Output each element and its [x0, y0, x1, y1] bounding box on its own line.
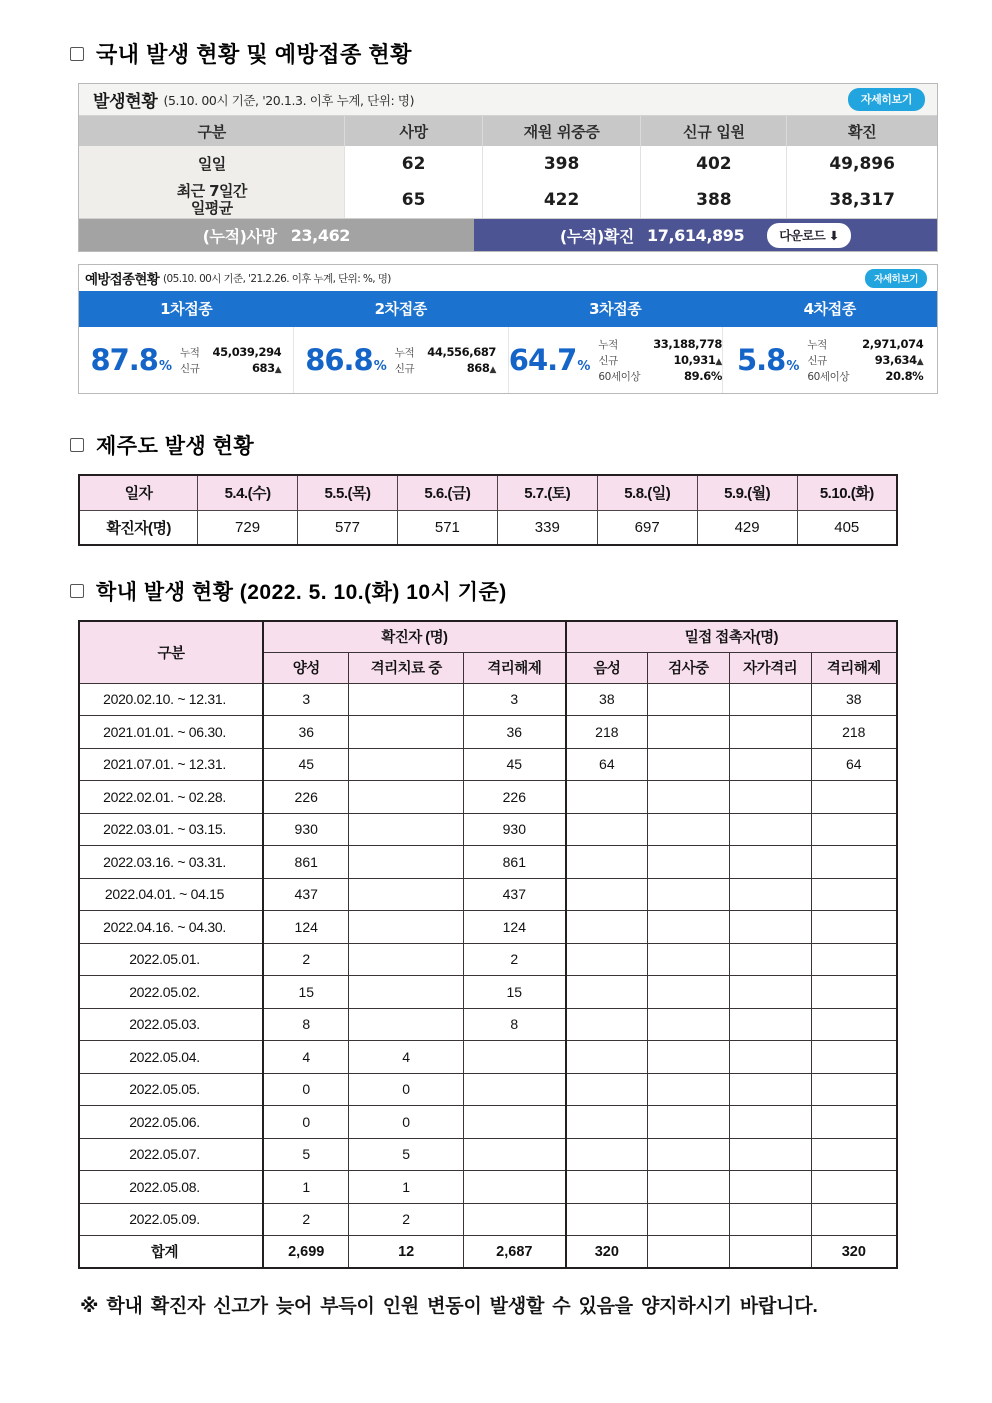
school-cell-positive: 3	[263, 683, 349, 716]
vaccination-status-card	[78, 264, 938, 394]
dose-3-new-key: 신규	[598, 354, 618, 367]
cumulative-death-block	[79, 219, 474, 251]
checkbox-bullet-icon	[70, 47, 84, 61]
school-cell-self-isolation	[729, 813, 811, 846]
jeju-value-2: 571	[397, 510, 497, 545]
school-table-body	[79, 683, 897, 1268]
school-row-label: 2022.05.05.	[79, 1073, 263, 1106]
school-cell-released	[463, 1106, 565, 1139]
school-row-label: 2022.05.03.	[79, 1008, 263, 1041]
school-cell-contact-released	[811, 1106, 897, 1139]
school-cell-self-isolation	[729, 1106, 811, 1139]
dose-2-metrics	[395, 345, 496, 376]
jeju-value-3: 339	[497, 510, 597, 545]
school-group-contact: 밀접 접촉자(명)	[566, 621, 897, 652]
school-cell-testing	[647, 1203, 729, 1236]
outbreak-row-label-daily: 일일	[79, 146, 345, 182]
section-heading-domestic	[70, 38, 930, 69]
school-cell-positive: 0	[263, 1106, 349, 1139]
outbreak-col-confirmed: 확진	[787, 116, 937, 146]
school-row-label: 2022.05.06.	[79, 1106, 263, 1139]
checkbox-bullet-icon	[70, 438, 84, 452]
school-row-label: 2022.05.07.	[79, 1138, 263, 1171]
school-cell-in-treatment	[349, 683, 464, 716]
dose-1-cumulative-key: 누적	[180, 346, 200, 359]
school-cell-positive: 45	[263, 748, 349, 781]
school-cell-released	[463, 1203, 565, 1236]
outbreak-daily-confirmed: 49,896	[787, 146, 937, 182]
school-cell-positive: 15	[263, 976, 349, 1009]
section-heading-school	[70, 576, 930, 606]
school-row-label: 2022.05.09.	[79, 1203, 263, 1236]
table-row	[79, 943, 897, 976]
school-cell-released: 15	[463, 976, 565, 1009]
school-cell-negative	[566, 976, 648, 1009]
school-cell-released: 437	[463, 878, 565, 911]
school-cell-contact-released: 64	[811, 748, 897, 781]
outbreak-weekly-confirmed: 38,317	[787, 182, 937, 218]
school-cell-positive: 5	[263, 1138, 349, 1171]
school-cell-self-isolation	[729, 1041, 811, 1074]
school-total-row	[79, 1236, 897, 1269]
school-cell-contact-released	[811, 911, 897, 944]
school-col-positive: 양성	[263, 652, 349, 683]
school-cell-released: 3	[463, 683, 565, 716]
school-cell-testing	[647, 878, 729, 911]
school-col-self-isolation: 자가격리	[729, 652, 811, 683]
school-cell-negative	[566, 1073, 648, 1106]
dose-4-metrics	[807, 337, 923, 384]
school-cell-positive: 861	[263, 846, 349, 879]
section-heading-jeju-label: 제주도 발생 현황	[96, 435, 255, 458]
outbreak-col-category: 구분	[79, 116, 345, 146]
outbreak-weekly-admitted: 388	[641, 182, 787, 218]
dose-1-percent: 87.8%	[90, 342, 172, 377]
cumulative-confirmed-block	[474, 219, 937, 251]
dose-4-new-key: 신규	[807, 354, 827, 367]
table-row	[79, 846, 897, 879]
table-row	[79, 878, 897, 911]
school-cell-released	[463, 1041, 565, 1074]
school-cell-self-isolation	[729, 943, 811, 976]
dose-4-elderly-value: 20.8%	[885, 368, 924, 383]
school-cell-in-treatment	[349, 1008, 464, 1041]
outbreak-card-subtitle: (5.10. 00시 기준, '20.1.3. 이후 누계, 단위: 명)	[163, 92, 415, 108]
school-row-label: 2022.04.16. ~ 04.30.	[79, 911, 263, 944]
outbreak-row-label-weekly-line1: 최근 7일간	[176, 182, 247, 201]
school-cell-negative	[566, 1171, 648, 1204]
school-col-contact-released: 격리해제	[811, 652, 897, 683]
table-row	[79, 1041, 897, 1074]
table-row	[79, 1073, 897, 1106]
school-col-negative: 음성	[566, 652, 648, 683]
school-cell-testing	[647, 716, 729, 749]
school-cell-self-isolation	[729, 748, 811, 781]
cumulative-confirmed-value: 17,614,895	[646, 225, 745, 245]
vaccination-dose-1-cell	[79, 327, 294, 393]
school-cell-positive: 2	[263, 1203, 349, 1236]
school-cell-contact-released	[811, 846, 897, 879]
table-row	[79, 911, 897, 944]
school-cell-in-treatment	[349, 943, 464, 976]
school-cell-positive: 1	[263, 1171, 349, 1204]
school-cell-self-isolation	[729, 716, 811, 749]
jeju-value-4: 697	[597, 510, 697, 545]
school-cell-released: 45	[463, 748, 565, 781]
school-cell-negative: 320	[566, 1236, 648, 1269]
jeju-row-label: 확진자(명)	[79, 510, 198, 545]
dose-2-new-key: 신규	[394, 362, 415, 375]
school-cell-contact-released: 320	[811, 1236, 897, 1269]
outbreak-weekly-severe: 422	[482, 182, 641, 218]
school-cell-testing	[647, 1041, 729, 1074]
dose-4-cumulative-key: 누적	[807, 338, 827, 351]
school-cell-positive: 124	[263, 911, 349, 944]
school-cell-in-treatment: 1	[349, 1171, 464, 1204]
dose-3-cumulative-value: 33,188,778	[653, 336, 722, 351]
vaccination-dose-2-cell	[294, 327, 509, 393]
vaccination-card-header	[79, 265, 937, 291]
school-cell-positive: 2,699	[263, 1236, 349, 1269]
school-cell-released: 930	[463, 813, 565, 846]
dose-2-percent: 86.8%	[305, 342, 386, 377]
outbreak-status-card	[78, 83, 938, 252]
school-col-category: 구분	[79, 621, 263, 683]
school-cell-positive: 437	[263, 878, 349, 911]
school-row-label: 2022.04.01. ~ 04.15	[79, 878, 263, 911]
section-heading-domestic-label: 국내 발생 현황 및 예방접종 현황	[96, 42, 412, 67]
school-cell-testing	[647, 1236, 729, 1269]
table-row	[79, 510, 897, 545]
tab-dose-2[interactable]: 2차접종	[374, 300, 427, 318]
jeju-value-0: 729	[198, 510, 298, 545]
dose-2-cumulative-key: 누적	[394, 346, 415, 359]
school-cell-self-isolation	[729, 1203, 811, 1236]
school-status-table	[78, 620, 898, 1269]
school-cell-negative: 218	[566, 716, 648, 749]
school-cell-contact-released	[811, 1008, 897, 1041]
jeju-value-5: 429	[697, 510, 797, 545]
tab-dose-4[interactable]: 4차접종	[803, 300, 856, 318]
download-button[interactable]: 다운로드 ⬇	[767, 223, 851, 248]
school-row-label: 2021.07.01. ~ 12.31.	[79, 748, 263, 781]
jeju-col-date-3: 5.7.(토)	[497, 475, 597, 510]
table-row	[79, 683, 897, 716]
dose-3-elderly-key: 60세이상	[598, 370, 641, 383]
school-col-in-treatment: 격리치료 중	[349, 652, 464, 683]
cumulative-death-value: 23,462	[290, 225, 351, 245]
outbreak-col-severe: 재원 위중증	[482, 116, 641, 146]
school-cell-in-treatment: 5	[349, 1138, 464, 1171]
table-row	[79, 1203, 897, 1236]
school-cell-self-isolation	[729, 1236, 811, 1269]
school-cell-self-isolation	[729, 1171, 811, 1204]
school-row-label: 2022.05.01.	[79, 943, 263, 976]
table-row	[79, 781, 897, 814]
school-row-label: 2022.05.02.	[79, 976, 263, 1009]
school-cell-positive: 930	[263, 813, 349, 846]
school-cell-contact-released: 38	[811, 683, 897, 716]
school-row-label: 2020.02.10. ~ 12.31.	[79, 683, 263, 716]
dose-3-elderly-value: 89.6%	[684, 368, 722, 383]
vaccination-card-subtitle: (05.10. 00시 기준, '21.2.26. 이후 누계, 단위: %, 명)	[163, 272, 391, 285]
school-cell-released	[463, 1138, 565, 1171]
school-cell-negative	[566, 911, 648, 944]
school-cell-contact-released	[811, 943, 897, 976]
table-row	[79, 1106, 897, 1139]
jeju-status-table	[78, 474, 898, 546]
school-cell-negative	[566, 846, 648, 879]
school-cell-self-isolation	[729, 1073, 811, 1106]
school-cell-released: 226	[463, 781, 565, 814]
school-cell-contact-released	[811, 878, 897, 911]
jeju-header-row	[79, 475, 897, 510]
school-cell-negative: 64	[566, 748, 648, 781]
school-cell-in-treatment	[349, 846, 464, 879]
school-cell-positive: 36	[263, 716, 349, 749]
school-cell-positive: 2	[263, 943, 349, 976]
school-cell-negative	[566, 813, 648, 846]
school-cell-testing	[647, 846, 729, 879]
school-cell-in-treatment: 2	[349, 1203, 464, 1236]
cumulative-bar	[79, 218, 937, 251]
school-cell-in-treatment	[349, 878, 464, 911]
vaccination-dose-3-cell	[509, 327, 724, 393]
school-col-released: 격리해제	[463, 652, 565, 683]
school-cell-negative	[566, 1106, 648, 1139]
school-cell-testing	[647, 1073, 729, 1106]
school-cell-testing	[647, 1106, 729, 1139]
school-cell-in-treatment	[349, 813, 464, 846]
dose-3-cumulative-key: 누적	[598, 338, 618, 351]
school-cell-self-isolation	[729, 878, 811, 911]
school-cell-negative: 38	[566, 683, 648, 716]
school-cell-in-treatment: 0	[349, 1106, 464, 1139]
school-cell-self-isolation	[729, 976, 811, 1009]
school-cell-in-treatment	[349, 781, 464, 814]
school-cell-released: 861	[463, 846, 565, 879]
school-cell-contact-released	[811, 1171, 897, 1204]
footnote-text: ※ 학내 확진자 신고가 늦어 부득이 인원 변동이 발생할 수 있음을 양지하시기 바랍니다.	[80, 1296, 818, 1317]
school-cell-contact-released	[811, 1203, 897, 1236]
cumulative-confirmed-label: (누적)확진	[559, 226, 634, 246]
dose-4-new-value: 93,634▲	[874, 352, 924, 367]
outbreak-card-title: 발생현황	[93, 92, 158, 112]
vaccination-dose-tabs	[79, 291, 937, 327]
school-cell-released: 8	[463, 1008, 565, 1041]
school-cell-testing	[647, 911, 729, 944]
school-cell-contact-released	[811, 813, 897, 846]
outbreak-col-death: 사망	[345, 116, 482, 146]
dose-3-percent: 64.7%	[508, 342, 590, 377]
dose-3-new-value: 10,931▲	[673, 352, 722, 367]
school-cell-released	[463, 1073, 565, 1106]
school-cell-contact-released	[811, 1073, 897, 1106]
section-heading-school-label: 학내 발생 현황 (2022. 5. 10.(화) 10시 기준)	[96, 581, 507, 604]
school-row-label: 2022.03.01. ~ 03.15.	[79, 813, 263, 846]
school-cell-contact-released	[811, 1138, 897, 1171]
vaccination-values-row	[79, 327, 937, 393]
school-cell-contact-released	[811, 976, 897, 1009]
dose-1-new-value: 683▲	[251, 360, 282, 375]
school-cell-contact-released	[811, 1041, 897, 1074]
jeju-col-date-6: 5.10.(화)	[797, 475, 897, 510]
dose-2-cumulative-value: 44,556,687	[427, 344, 497, 359]
school-cell-released: 124	[463, 911, 565, 944]
vaccination-card-title: 예방접종현황	[85, 272, 160, 288]
school-cell-testing	[647, 943, 729, 976]
school-row-label: 2022.02.01. ~ 02.28.	[79, 781, 263, 814]
school-total-label: 합계	[79, 1236, 263, 1269]
outbreak-row-label-weekly	[79, 182, 345, 218]
outbreak-weekly-death: 65	[345, 182, 482, 218]
school-cell-negative	[566, 781, 648, 814]
school-cell-self-isolation	[729, 1008, 811, 1041]
dose-2-new-value: 868▲	[466, 360, 497, 375]
school-cell-testing	[647, 1171, 729, 1204]
jeju-col-date-0: 5.4.(수)	[198, 475, 298, 510]
school-cell-negative	[566, 878, 648, 911]
school-cell-self-isolation	[729, 781, 811, 814]
school-cell-in-treatment: 4	[349, 1041, 464, 1074]
school-cell-testing	[647, 748, 729, 781]
jeju-col-date-2: 5.6.(금)	[397, 475, 497, 510]
dose-4-cumulative-value: 2,971,074	[862, 336, 924, 351]
outbreak-table	[79, 116, 937, 218]
school-cell-negative	[566, 1008, 648, 1041]
school-row-label: 2021.01.01. ~ 06.30.	[79, 716, 263, 749]
school-cell-testing	[647, 1008, 729, 1041]
outbreak-daily-admitted: 402	[641, 146, 787, 182]
table-row	[79, 976, 897, 1009]
table-row	[79, 1138, 897, 1171]
school-cell-positive: 8	[263, 1008, 349, 1041]
school-row-label: 2022.05.08.	[79, 1171, 263, 1204]
school-cell-in-treatment: 12	[349, 1236, 464, 1269]
school-cell-self-isolation	[729, 846, 811, 879]
school-cell-negative	[566, 943, 648, 976]
outbreak-daily-severe: 398	[482, 146, 641, 182]
outbreak-table-header-row	[79, 116, 937, 146]
school-cell-released: 2,687	[463, 1236, 565, 1269]
school-cell-in-treatment	[349, 748, 464, 781]
school-cell-positive: 0	[263, 1073, 349, 1106]
school-col-testing: 검사중	[647, 652, 729, 683]
outbreak-card-header	[79, 84, 937, 116]
school-cell-testing	[647, 813, 729, 846]
school-cell-testing	[647, 781, 729, 814]
school-cell-positive: 226	[263, 781, 349, 814]
table-row	[79, 1171, 897, 1204]
school-cell-released	[463, 1171, 565, 1204]
table-row	[79, 182, 937, 218]
jeju-col-date-5: 5.9.(월)	[697, 475, 797, 510]
school-cell-testing	[647, 683, 729, 716]
school-group-confirmed: 확진자 (명)	[263, 621, 566, 652]
checkbox-bullet-icon	[70, 584, 84, 598]
school-cell-negative	[566, 1041, 648, 1074]
table-row	[79, 716, 897, 749]
outbreak-daily-death: 62	[345, 146, 482, 182]
tab-dose-3[interactable]: 3차접종	[589, 300, 642, 318]
school-cell-self-isolation	[729, 911, 811, 944]
jeju-col-date-1: 5.5.(목)	[298, 475, 398, 510]
jeju-col-date-4: 5.8.(일)	[597, 475, 697, 510]
school-cell-released: 2	[463, 943, 565, 976]
dose-3-metrics	[598, 337, 722, 384]
table-row	[79, 1008, 897, 1041]
dose-1-cumulative-value: 45,039,294	[212, 344, 282, 359]
jeju-value-6: 405	[797, 510, 897, 545]
outbreak-row-label-weekly-line2: 일평균	[190, 199, 233, 217]
section-heading-jeju	[70, 430, 930, 460]
dose-1-new-key: 신규	[180, 362, 200, 375]
dose-4-elderly-key: 60세이상	[807, 370, 850, 383]
table-row	[79, 146, 937, 182]
school-cell-in-treatment: 0	[349, 1073, 464, 1106]
jeju-value-1: 577	[298, 510, 398, 545]
tab-dose-1[interactable]: 1차접종	[160, 300, 213, 318]
school-cell-positive: 4	[263, 1041, 349, 1074]
outbreak-col-admitted: 신규 입원	[641, 116, 787, 146]
table-row	[79, 748, 897, 781]
school-row-label: 2022.05.04.	[79, 1041, 263, 1074]
school-cell-released: 36	[463, 716, 565, 749]
school-cell-self-isolation	[729, 1138, 811, 1171]
school-cell-testing	[647, 976, 729, 1009]
table-row	[79, 813, 897, 846]
school-cell-contact-released: 218	[811, 716, 897, 749]
school-cell-in-treatment	[349, 976, 464, 1009]
school-cell-in-treatment	[349, 911, 464, 944]
school-header-group-row	[79, 621, 897, 652]
vaccination-dose-4-cell	[723, 327, 937, 393]
jeju-col-date-label: 일자	[79, 475, 198, 510]
school-cell-negative	[566, 1203, 648, 1236]
vaccination-detail-button[interactable]: 자세히보기	[865, 269, 927, 288]
school-cell-testing	[647, 1138, 729, 1171]
school-cell-self-isolation	[729, 683, 811, 716]
dose-4-percent: 5.8%	[736, 342, 799, 377]
school-cell-contact-released	[811, 781, 897, 814]
dose-1-metrics	[180, 345, 281, 376]
school-cell-in-treatment	[349, 716, 464, 749]
cumulative-death-label: (누적)사망	[202, 226, 277, 246]
outbreak-detail-button[interactable]: 자세히보기	[848, 88, 925, 111]
school-row-label: 2022.03.16. ~ 03.31.	[79, 846, 263, 879]
school-cell-negative	[566, 1138, 648, 1171]
